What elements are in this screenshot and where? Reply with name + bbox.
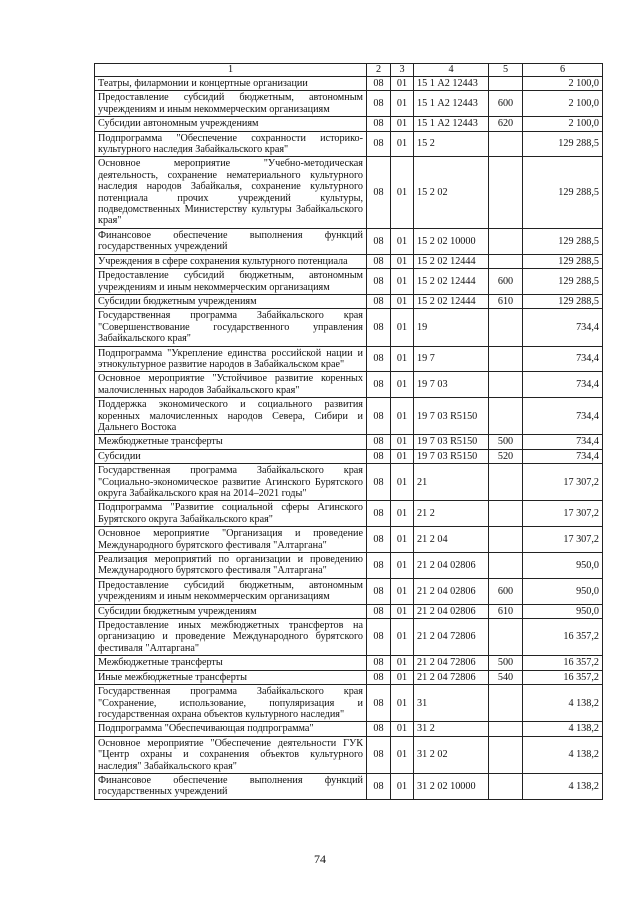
row-section-cell: 08 <box>367 527 391 553</box>
row-subsection-cell: 01 <box>391 372 414 398</box>
budget-table <box>94 63 603 800</box>
row-section-cell: 08 <box>367 372 391 398</box>
row-subsection-cell: 01 <box>391 619 414 656</box>
row-name-cell: Субсидии автономным учреждениям <box>95 117 367 131</box>
row-sum-cell: 4 138,2 <box>523 722 603 736</box>
row-expense-type-cell: 500 <box>489 656 523 670</box>
row-sum-cell: 2 100,0 <box>523 77 603 91</box>
row-target-article-cell: 15 1 А2 12443 <box>414 77 489 91</box>
row-sum-cell: 17 307,2 <box>523 501 603 527</box>
row-expense-type-cell: 610 <box>489 604 523 618</box>
row-target-article-cell: 19 7 03 R5150 <box>414 435 489 449</box>
row-sum-cell: 4 138,2 <box>523 736 603 773</box>
row-name-cell: Поддержка экономического и социального развития коренных малочисленных народов Севера, Сибири и Дальнего Востока <box>95 398 367 435</box>
table-row <box>95 449 603 463</box>
row-name-cell: Предоставление субсидий бюджетным, автономным учреждениям и иным некоммерческим организациям <box>95 269 367 295</box>
row-name-cell: Предоставление субсидий бюджетным, автономным учреждениям и иным некоммерческим организациям <box>95 91 367 117</box>
row-expense-type-cell <box>489 685 523 722</box>
row-subsection-cell: 01 <box>391 449 414 463</box>
row-sum-cell: 4 138,2 <box>523 685 603 722</box>
table-body <box>95 77 603 800</box>
row-target-article-cell: 31 2 <box>414 722 489 736</box>
row-expense-type-cell: 500 <box>489 435 523 449</box>
row-subsection-cell: 01 <box>391 131 414 157</box>
row-target-article-cell: 31 <box>414 685 489 722</box>
row-target-article-cell: 15 2 02 12444 <box>414 294 489 308</box>
row-expense-type-cell <box>489 553 523 579</box>
row-section-cell: 08 <box>367 398 391 435</box>
row-expense-type-cell <box>489 619 523 656</box>
row-name-cell: Межбюджетные трансферты <box>95 656 367 670</box>
row-name-cell: Финансовое обеспечение выполнения функций государственных учреждений <box>95 228 367 254</box>
row-sum-cell: 734,4 <box>523 372 603 398</box>
row-section-cell: 08 <box>367 449 391 463</box>
row-section-cell: 08 <box>367 604 391 618</box>
row-section-cell: 08 <box>367 346 391 372</box>
row-expense-type-cell <box>489 157 523 228</box>
row-section-cell: 08 <box>367 254 391 268</box>
row-expense-type-cell <box>489 722 523 736</box>
row-subsection-cell: 01 <box>391 464 414 501</box>
row-subsection-cell: 01 <box>391 269 414 295</box>
row-expense-type-cell: 600 <box>489 269 523 295</box>
row-target-article-cell: 19 7 03 R5150 <box>414 398 489 435</box>
row-expense-type-cell: 520 <box>489 449 523 463</box>
row-expense-type-cell <box>489 372 523 398</box>
row-name-cell: Субсидии бюджетным учреждениям <box>95 294 367 308</box>
row-target-article-cell: 15 2 02 <box>414 157 489 228</box>
row-target-article-cell: 19 7 03 <box>414 372 489 398</box>
row-section-cell: 08 <box>367 435 391 449</box>
table-row <box>95 464 603 501</box>
row-expense-type-cell: 610 <box>489 294 523 308</box>
row-target-article-cell: 31 2 02 10000 <box>414 773 489 799</box>
table-row <box>95 736 603 773</box>
row-sum-cell: 734,4 <box>523 309 603 346</box>
table-row <box>95 435 603 449</box>
row-sum-cell: 734,4 <box>523 449 603 463</box>
row-target-article-cell: 15 1 А2 12443 <box>414 91 489 117</box>
table-row <box>95 578 603 604</box>
header-row <box>95 64 603 77</box>
header-cell: 2 <box>367 64 391 77</box>
table-row <box>95 294 603 308</box>
row-expense-type-cell <box>489 464 523 501</box>
table-row <box>95 254 603 268</box>
row-expense-type-cell <box>489 501 523 527</box>
table-row <box>95 131 603 157</box>
row-target-article-cell: 15 1 А2 12443 <box>414 117 489 131</box>
row-section-cell: 08 <box>367 736 391 773</box>
row-sum-cell: 2 100,0 <box>523 91 603 117</box>
row-target-article-cell: 21 2 04 72806 <box>414 619 489 656</box>
table-row <box>95 773 603 799</box>
row-expense-type-cell <box>489 346 523 372</box>
row-name-cell: Государственная программа Забайкальского края "Сохранение, использование, популяризация и государственная охрана объектов культурного наследия" <box>95 685 367 722</box>
row-name-cell: Подпрограмма "Укрепление единства российской нации и этнокультурное развитие народов в Забайкальском крае" <box>95 346 367 372</box>
row-expense-type-cell <box>489 736 523 773</box>
table-row <box>95 619 603 656</box>
row-name-cell: Государственная программа Забайкальского края "Совершенствование государственного управления Забайкальского края" <box>95 309 367 346</box>
row-target-article-cell: 15 2 <box>414 131 489 157</box>
table-row <box>95 372 603 398</box>
row-subsection-cell: 01 <box>391 117 414 131</box>
row-name-cell: Подпрограмма "Обеспечение сохранности историко-культурного наследия Забайкальского края" <box>95 131 367 157</box>
table-row <box>95 157 603 228</box>
row-subsection-cell: 01 <box>391 228 414 254</box>
row-subsection-cell: 01 <box>391 398 414 435</box>
row-sum-cell: 16 357,2 <box>523 619 603 656</box>
table-row <box>95 670 603 684</box>
row-expense-type-cell <box>489 773 523 799</box>
row-subsection-cell: 01 <box>391 309 414 346</box>
row-name-cell: Основное мероприятие "Обеспечение деятельности ГУК "Центр охраны и сохранения объектов культурного наследия" Забайкальского края" <box>95 736 367 773</box>
row-sum-cell: 129 288,5 <box>523 294 603 308</box>
table-row <box>95 269 603 295</box>
row-name-cell: Субсидии бюджетным учреждениям <box>95 604 367 618</box>
row-target-article-cell: 21 2 04 72806 <box>414 670 489 684</box>
row-name-cell: Основное мероприятие "Организация и проведение Международного бурятского фестиваля "Алтаргана" <box>95 527 367 553</box>
row-expense-type-cell <box>489 527 523 553</box>
row-section-cell: 08 <box>367 553 391 579</box>
row-sum-cell: 17 307,2 <box>523 464 603 501</box>
row-sum-cell: 950,0 <box>523 578 603 604</box>
header-cell: 6 <box>523 64 603 77</box>
row-section-cell: 08 <box>367 77 391 91</box>
row-target-article-cell: 15 2 02 12444 <box>414 254 489 268</box>
row-name-cell: Предоставление субсидий бюджетным, автономным учреждениям и иным некоммерческим организациям <box>95 578 367 604</box>
row-target-article-cell: 31 2 02 <box>414 736 489 773</box>
row-section-cell: 08 <box>367 670 391 684</box>
row-sum-cell: 950,0 <box>523 604 603 618</box>
row-subsection-cell: 01 <box>391 773 414 799</box>
row-sum-cell: 17 307,2 <box>523 527 603 553</box>
row-section-cell: 08 <box>367 578 391 604</box>
table-row <box>95 398 603 435</box>
table-row <box>95 228 603 254</box>
row-name-cell: Субсидии <box>95 449 367 463</box>
header-cell: 4 <box>414 64 489 77</box>
table-row <box>95 117 603 131</box>
row-subsection-cell: 01 <box>391 553 414 579</box>
row-name-cell: Государственная программа Забайкальского края "Социально-экономическое развитие Агинского Бурятского округа Забайкальского края на 2014–2021 годы" <box>95 464 367 501</box>
row-expense-type-cell <box>489 309 523 346</box>
row-subsection-cell: 01 <box>391 294 414 308</box>
row-sum-cell: 129 288,5 <box>523 131 603 157</box>
table-row <box>95 501 603 527</box>
row-name-cell: Финансовое обеспечение выполнения функций государственных учреждений <box>95 773 367 799</box>
row-expense-type-cell <box>489 77 523 91</box>
row-sum-cell: 129 288,5 <box>523 254 603 268</box>
row-target-article-cell: 15 2 02 10000 <box>414 228 489 254</box>
row-section-cell: 08 <box>367 501 391 527</box>
row-target-article-cell: 19 <box>414 309 489 346</box>
row-name-cell: Основное мероприятие "Учебно-методическая деятельность, сохранение нематериального культурного наследия народов Забайкалья, сохранение культурного потенциала прочих учреждений культуры, подведомственных Министерству культуры Забайкальского края" <box>95 157 367 228</box>
table-row <box>95 604 603 618</box>
row-subsection-cell: 01 <box>391 254 414 268</box>
row-subsection-cell: 01 <box>391 157 414 228</box>
row-subsection-cell: 01 <box>391 91 414 117</box>
row-section-cell: 08 <box>367 685 391 722</box>
row-section-cell: 08 <box>367 228 391 254</box>
header-cell: 1 <box>95 64 367 77</box>
table-row <box>95 346 603 372</box>
row-sum-cell: 16 357,2 <box>523 670 603 684</box>
row-subsection-cell: 01 <box>391 77 414 91</box>
row-name-cell: Основное мероприятие "Устойчивое развитие коренных малочисленных народов Забайкальского края" <box>95 372 367 398</box>
row-expense-type-cell: 540 <box>489 670 523 684</box>
row-target-article-cell: 19 7 03 R5150 <box>414 449 489 463</box>
table-row <box>95 77 603 91</box>
row-section-cell: 08 <box>367 131 391 157</box>
row-subsection-cell: 01 <box>391 435 414 449</box>
row-section-cell: 08 <box>367 117 391 131</box>
row-subsection-cell: 01 <box>391 656 414 670</box>
row-section-cell: 08 <box>367 157 391 228</box>
row-target-article-cell: 21 2 04 02806 <box>414 553 489 579</box>
table-row <box>95 91 603 117</box>
row-sum-cell: 734,4 <box>523 398 603 435</box>
row-expense-type-cell <box>489 254 523 268</box>
row-sum-cell: 950,0 <box>523 553 603 579</box>
row-subsection-cell: 01 <box>391 501 414 527</box>
row-section-cell: 08 <box>367 656 391 670</box>
row-target-article-cell: 21 <box>414 464 489 501</box>
table-row <box>95 527 603 553</box>
row-expense-type-cell: 600 <box>489 578 523 604</box>
row-subsection-cell: 01 <box>391 670 414 684</box>
row-subsection-cell: 01 <box>391 346 414 372</box>
table-row <box>95 309 603 346</box>
row-subsection-cell: 01 <box>391 604 414 618</box>
row-name-cell: Реализация мероприятий по организации и проведению Международного бурятского фестиваля "Алтаргана" <box>95 553 367 579</box>
row-target-article-cell: 15 2 02 12444 <box>414 269 489 295</box>
row-section-cell: 08 <box>367 294 391 308</box>
row-section-cell: 08 <box>367 91 391 117</box>
row-target-article-cell: 19 7 <box>414 346 489 372</box>
row-name-cell: Учреждения в сфере сохранения культурного потенциала <box>95 254 367 268</box>
row-section-cell: 08 <box>367 464 391 501</box>
table-row <box>95 656 603 670</box>
row-section-cell: 08 <box>367 722 391 736</box>
row-sum-cell: 129 288,5 <box>523 157 603 228</box>
row-name-cell: Предоставление иных межбюджетных трансфертов на организацию и проведение Международного бурятского фестиваля "Алтаргана" <box>95 619 367 656</box>
row-sum-cell: 129 288,5 <box>523 228 603 254</box>
table-row <box>95 722 603 736</box>
row-section-cell: 08 <box>367 309 391 346</box>
page-number: 74 <box>314 852 326 866</box>
row-subsection-cell: 01 <box>391 736 414 773</box>
row-expense-type-cell <box>489 228 523 254</box>
row-target-article-cell: 21 2 04 02806 <box>414 578 489 604</box>
row-sum-cell: 129 288,5 <box>523 269 603 295</box>
row-expense-type-cell <box>489 131 523 157</box>
table-row <box>95 685 603 722</box>
row-target-article-cell: 21 2 <box>414 501 489 527</box>
row-section-cell: 08 <box>367 619 391 656</box>
header-cell: 3 <box>391 64 414 77</box>
row-section-cell: 08 <box>367 269 391 295</box>
row-name-cell: Подпрограмма "Обеспечивающая подпрограмма" <box>95 722 367 736</box>
row-name-cell: Театры, филармонии и концертные организации <box>95 77 367 91</box>
row-target-article-cell: 21 2 04 02806 <box>414 604 489 618</box>
row-section-cell: 08 <box>367 773 391 799</box>
row-sum-cell: 2 100,0 <box>523 117 603 131</box>
table-row <box>95 553 603 579</box>
row-expense-type-cell: 620 <box>489 117 523 131</box>
row-subsection-cell: 01 <box>391 722 414 736</box>
row-sum-cell: 16 357,2 <box>523 656 603 670</box>
row-name-cell: Иные межбюджетные трансферты <box>95 670 367 684</box>
row-subsection-cell: 01 <box>391 578 414 604</box>
row-expense-type-cell <box>489 398 523 435</box>
row-target-article-cell: 21 2 04 72806 <box>414 656 489 670</box>
row-expense-type-cell: 600 <box>489 91 523 117</box>
row-subsection-cell: 01 <box>391 685 414 722</box>
row-sum-cell: 734,4 <box>523 346 603 372</box>
row-sum-cell: 734,4 <box>523 435 603 449</box>
row-target-article-cell: 21 2 04 <box>414 527 489 553</box>
header-cell: 5 <box>489 64 523 77</box>
row-subsection-cell: 01 <box>391 527 414 553</box>
row-name-cell: Подпрограмма "Развитие социальной сферы Агинского Бурятского округа Забайкальского края" <box>95 501 367 527</box>
row-sum-cell: 4 138,2 <box>523 773 603 799</box>
row-name-cell: Межбюджетные трансферты <box>95 435 367 449</box>
